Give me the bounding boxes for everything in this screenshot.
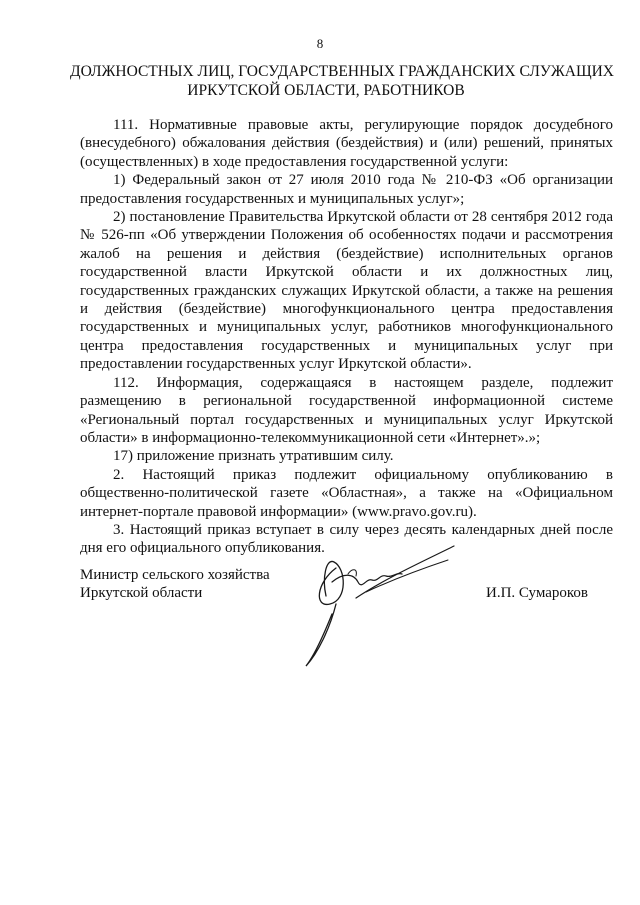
page-number: 8	[316, 36, 324, 51]
list-item-federal-law: 1) Федеральный закон от 27 июля 2010 года № 210-ФЗ «Об организации предоставления государственных и муниципальных услуг»;	[80, 172, 613, 207]
heading-line-2: ИРКУТСКОЙ ОБЛАСТИ, РАБОТНИКОВ	[187, 82, 465, 99]
signature-block	[80, 566, 613, 676]
heading-line-1: ДОЛЖНОСТНЫХ ЛИЦ, ГОСУДАРСТВЕННЫХ ГРАЖДАНСКИХ СЛУЖАЩИХ	[70, 63, 614, 80]
paragraph-112: 112. Информация, содержащаяся в настоящем разделе, подлежит размещению в региональной государственной информационной системе «Региональный портал государственных и муниципальных услуг Иркутской области» в информационно-телекоммуникационной сети «Интернет».»;	[80, 374, 613, 446]
handwritten-signature	[296, 538, 466, 678]
signer-position-line-2: Иркутской области	[80, 585, 203, 602]
item-17-annex: 17) приложение признать утратившим силу.	[113, 448, 394, 465]
signer-position	[80, 566, 270, 603]
clause-3-effective-date: 3. Настоящий приказ вступает в силу через десять календарных дней после дня его официального опубликования.	[80, 521, 613, 557]
signer-name: И.П. Сумароков	[485, 585, 588, 601]
document-body	[80, 116, 613, 558]
list-item-regional-resolution: 2) постановление Правительства Иркутской области от 28 сентября 2012 года № 526-пп «Об утверждении Положения об особенностях подачи и рассмотрения жалоб на решения и действия (бездействие) исполнительных органов государственной власти Иркутской области и их должностных лиц, государственных гражданских служащих Иркутской области, а также на решения и действия (бездействие) многофункционального центра предоставления государственных и муниципальных услуг, работников многофункционального центра предоставления государственных и муниципальных услуг при предоставлении государственных услуг Иркутской области».	[80, 209, 613, 373]
section-heading	[70, 62, 614, 100]
clause-2-publication: 2. Настоящий приказ подлежит официальному опубликованию в общественно-политической газете «Областная», а также на «Официальном интернет-портале правовой информации» (www.pravo.gov.ru).	[80, 466, 613, 520]
signer-position-line-1: Министр сельского хозяйства	[80, 567, 270, 583]
paragraph-111: 111. Нормативные правовые акты, регулирующие порядок досудебного (внесудебного) обжалования действия (бездействия) и (или) решений, принятых (осуществленных) в ходе предоставления государственной услуги:	[80, 117, 613, 170]
